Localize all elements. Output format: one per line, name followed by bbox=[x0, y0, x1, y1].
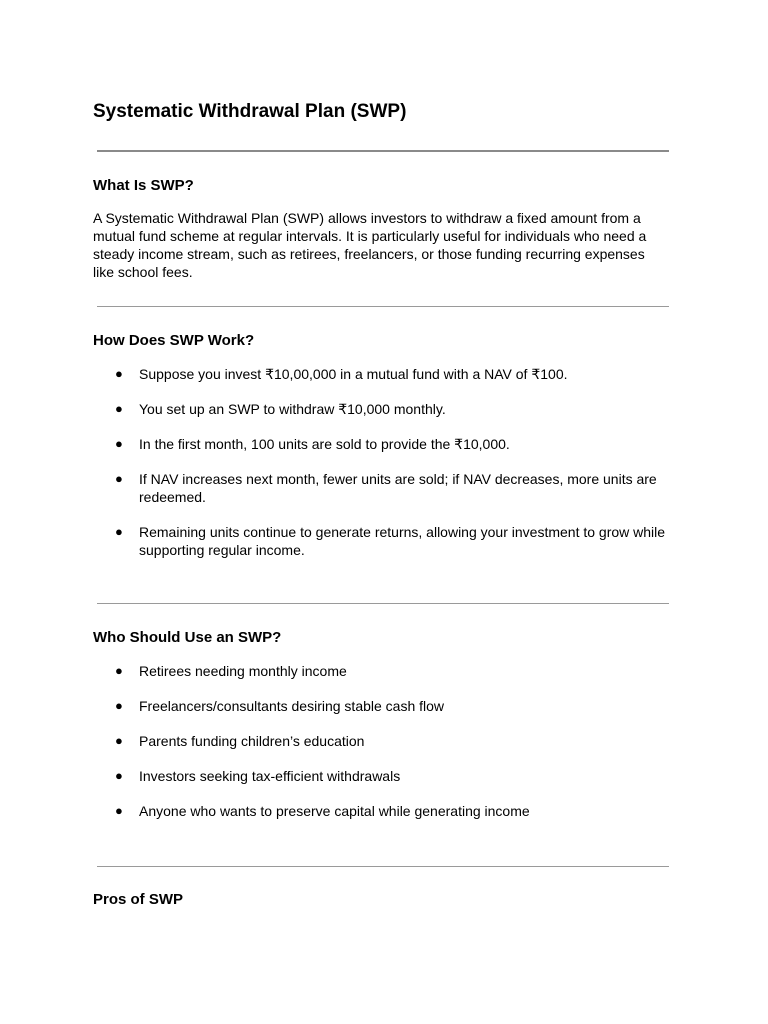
list-item-text: Investors seeking tax-efficient withdrawals bbox=[139, 768, 401, 784]
list-item bbox=[0, 523, 679, 559]
what-is-swp-paragraph: A Systematic Withdrawal Plan (SWP) allows investors to withdraw a fixed amount from a mutual fund scheme at regular intervals. It is particularly useful for individuals who need a steady income stream, such as retirees, freelancers, or those funding recurring expenses like school fees. bbox=[93, 210, 647, 280]
bullet-icon: ● bbox=[115, 366, 123, 381]
bullet-icon: ● bbox=[115, 733, 123, 748]
section-divider bbox=[97, 603, 669, 604]
section-divider bbox=[97, 306, 669, 307]
bullet-icon: ● bbox=[115, 436, 123, 451]
bullet-icon: ● bbox=[115, 401, 123, 416]
list-item bbox=[0, 470, 679, 506]
list-item bbox=[0, 365, 679, 383]
bullet-icon: ● bbox=[115, 803, 123, 818]
list-item-text: Remaining units continue to generate returns, allowing your investment to grow while supporting regular income. bbox=[139, 524, 666, 558]
who-should-use-list bbox=[0, 662, 768, 837]
list-item-text: If NAV increases next month, fewer units are sold; if NAV decreases, more units are redeemed. bbox=[139, 471, 657, 505]
section-heading-how-swp-works: How Does SWP Work? bbox=[93, 332, 255, 349]
section-heading-pros-of-swp: Pros of SWP bbox=[93, 891, 184, 908]
list-item-text: Parents funding children’s education bbox=[139, 733, 365, 749]
section-divider bbox=[97, 866, 669, 867]
list-item-text: You set up an SWP to withdraw ₹10,000 monthly. bbox=[139, 401, 446, 417]
list-item bbox=[0, 400, 679, 418]
list-item bbox=[0, 435, 679, 453]
bullet-icon: ● bbox=[115, 471, 123, 486]
how-swp-works-list bbox=[0, 365, 768, 576]
bullet-icon: ● bbox=[115, 698, 123, 713]
list-item bbox=[0, 767, 679, 785]
list-item-text: Retirees needing monthly income bbox=[139, 663, 347, 679]
section-heading-who-should-use: Who Should Use an SWP? bbox=[93, 629, 282, 646]
title-divider bbox=[97, 150, 669, 152]
list-item-text: Suppose you invest ₹10,00,000 in a mutual fund with a NAV of ₹100. bbox=[139, 366, 568, 382]
list-item bbox=[0, 662, 679, 680]
bullet-icon: ● bbox=[115, 768, 123, 783]
bullet-icon: ● bbox=[115, 524, 123, 539]
list-item bbox=[0, 802, 679, 820]
list-item-text: Freelancers/consultants desiring stable cash flow bbox=[139, 698, 445, 714]
list-item bbox=[0, 732, 679, 750]
list-item-text: In the first month, 100 units are sold to provide the ₹10,000. bbox=[139, 436, 510, 452]
list-item-text: Anyone who wants to preserve capital while generating income bbox=[139, 803, 530, 819]
bullet-icon: ● bbox=[115, 663, 123, 678]
list-item bbox=[0, 697, 679, 715]
document-title: Systematic Withdrawal Plan (SWP) bbox=[93, 101, 407, 122]
section-heading-what-is-swp: What Is SWP? bbox=[93, 177, 194, 194]
